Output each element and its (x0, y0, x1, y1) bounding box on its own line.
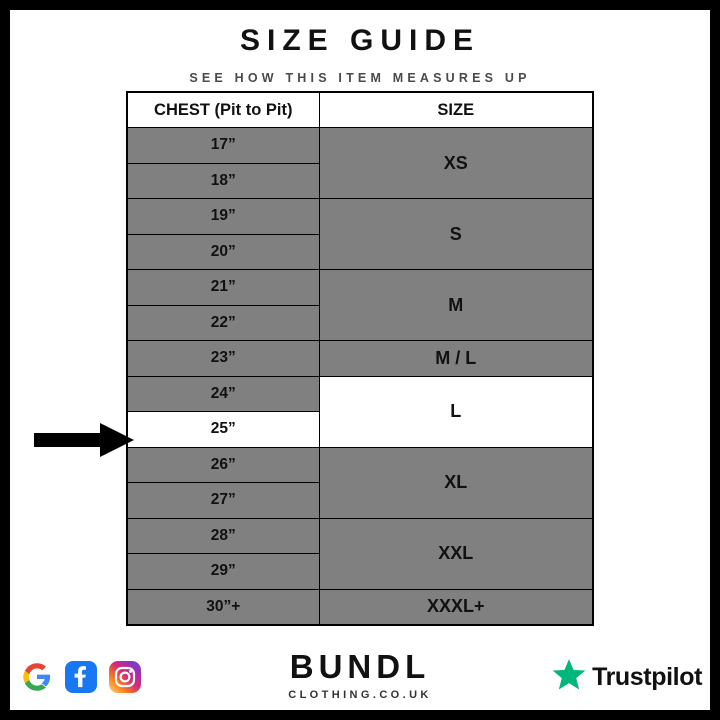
chest-measurement-cell: 23” (127, 341, 319, 377)
size-table-wrapper (126, 91, 594, 626)
size-label-cell: S (319, 199, 593, 270)
trustpilot-star-icon (552, 658, 586, 697)
column-header-chest: CHEST (Pit to Pit) (127, 92, 319, 128)
chest-measurement-cell: 28” (127, 518, 319, 554)
size-label-cell: L (319, 376, 593, 447)
brand-domain: CLOTHING.CO.UK (288, 689, 432, 701)
size-label-cell: M (319, 270, 593, 341)
chest-measurement-cell: 21” (127, 270, 319, 306)
chest-measurement-cell: 17” (127, 128, 319, 164)
size-label-cell: XL (319, 447, 593, 518)
table-row (127, 589, 593, 625)
size-table (126, 91, 594, 626)
selected-size-arrow (34, 423, 134, 457)
chest-measurement-cell: 20” (127, 234, 319, 270)
column-header-size: SIZE (319, 92, 593, 128)
table-header-row (127, 92, 593, 128)
footer (10, 638, 710, 710)
chest-measurement-cell: 26” (127, 447, 319, 483)
chest-measurement-cell: 25” (127, 412, 319, 448)
trustpilot-logo[interactable] (552, 658, 702, 697)
table-row (127, 199, 593, 235)
chest-measurement-cell: 22” (127, 305, 319, 341)
page-subtitle: SEE HOW THIS ITEM MEASURES UP (189, 71, 531, 85)
chest-measurement-cell: 30”+ (127, 589, 319, 625)
chest-measurement-cell: 24” (127, 376, 319, 412)
trustpilot-name: Trustpilot (592, 663, 702, 691)
table-row (127, 341, 593, 377)
chest-measurement-cell: 27” (127, 483, 319, 519)
size-label-cell: M / L (319, 341, 593, 377)
table-row (127, 270, 593, 306)
chest-measurement-cell: 18” (127, 163, 319, 199)
chest-measurement-cell: 19” (127, 199, 319, 235)
chest-measurement-cell: 29” (127, 554, 319, 590)
table-row (127, 518, 593, 554)
size-label-cell: XXL (319, 518, 593, 589)
table-row (127, 376, 593, 412)
size-guide-card (10, 10, 710, 710)
table-row (127, 447, 593, 483)
table-row (127, 128, 593, 164)
page-title: SIZE GUIDE (239, 24, 481, 57)
size-label-cell: XXXL+ (319, 589, 593, 625)
size-label-cell: XS (319, 128, 593, 199)
brand-name: BUNDL (289, 648, 431, 685)
